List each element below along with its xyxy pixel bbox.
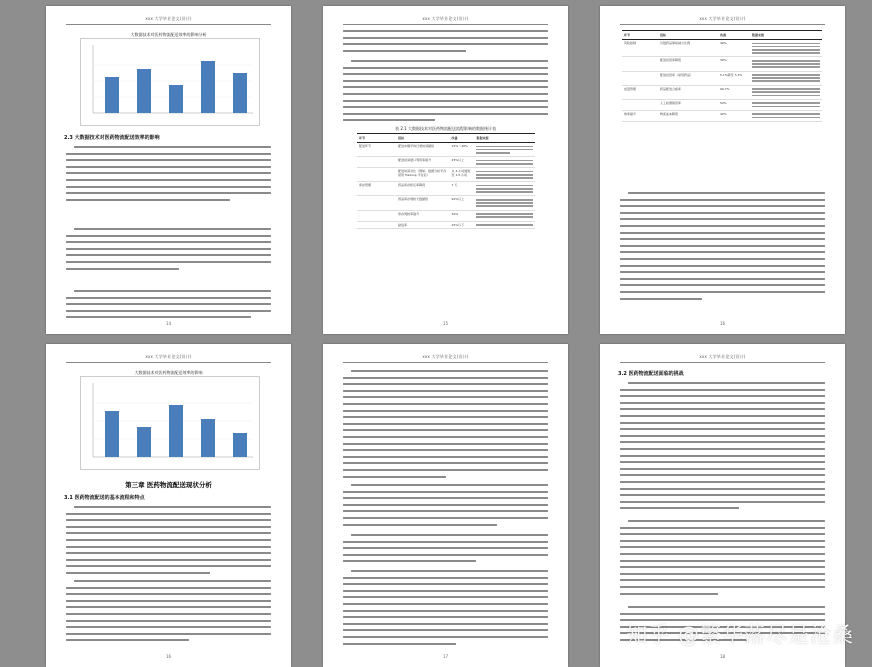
section-heading: 3.2 医药物流配送面临的挑战	[618, 371, 684, 377]
chart-bar	[169, 405, 183, 457]
table-cell	[622, 99, 658, 110]
table-header-cell: 改善	[450, 134, 475, 143]
table-cell	[474, 196, 535, 210]
table-cell: 缺货率	[396, 221, 449, 229]
document-page-2	[323, 6, 568, 334]
body-paragraph	[66, 580, 271, 646]
running-header: xxx 大学毕业论文(设计)	[422, 16, 469, 21]
table-cell	[474, 157, 535, 168]
chart-bar	[137, 69, 151, 113]
table-cell	[622, 57, 658, 71]
page-number: 18	[719, 654, 726, 659]
table-row	[622, 40, 822, 57]
section-heading: 3.1 医药物流配送的基本流程和特点	[64, 495, 145, 501]
table-cell: 25%以下	[450, 221, 475, 229]
header-rule	[343, 24, 548, 25]
bar-chart-figure	[80, 38, 260, 126]
table-cell	[622, 71, 658, 85]
document-page-5	[323, 344, 568, 667]
running-header: xxx 大学毕业论文(设计)	[145, 16, 192, 21]
document-page-4	[46, 344, 291, 667]
bar-chart-figure	[80, 376, 260, 470]
page-number: 17	[442, 654, 449, 659]
body-paragraph	[620, 192, 825, 304]
running-header: xxx 大学毕业论文(设计)	[699, 16, 746, 21]
table-cell: 7 天	[450, 182, 475, 196]
running-header: xxx 大学毕业论文(设计)	[145, 354, 192, 359]
table-row	[357, 157, 535, 168]
table-cell: 30%	[718, 57, 750, 71]
table-caption: 表 2.1 大数据技术对医药物流配送流程影响的数据统计表	[395, 126, 496, 131]
table-cell	[750, 71, 822, 85]
table-cell: 库存管理	[357, 182, 396, 196]
chart-caption: 大数据技术对医药物流配送效率的影响	[134, 370, 203, 375]
table-cell: 90%以上	[450, 196, 475, 210]
chart-bar	[105, 411, 119, 457]
body-paragraph	[343, 60, 548, 126]
table-row	[357, 168, 535, 182]
chart-bar	[201, 61, 215, 113]
table-cell	[750, 40, 822, 57]
table-cell: 质量管理	[622, 85, 658, 99]
table-cell	[474, 221, 535, 229]
table-cell: 配送车辆平均行驶时间缩短	[396, 143, 449, 157]
header-rule	[620, 362, 825, 363]
document-page-1	[46, 6, 291, 334]
page-number: 16	[719, 321, 726, 326]
table-cell: 效率提升	[622, 110, 658, 121]
header-rule	[66, 362, 271, 363]
body-paragraph	[66, 290, 271, 323]
header-rule	[66, 24, 271, 25]
table-cell	[357, 157, 396, 168]
table-row	[357, 196, 535, 210]
table-cell: 40%	[718, 110, 750, 121]
table-cell	[357, 221, 396, 229]
table-cell: 30%	[450, 210, 475, 221]
table-header-cell: 环节	[622, 31, 658, 40]
table-cell: 人工检测错误率	[658, 99, 718, 110]
table-cell: 配送环节	[357, 143, 396, 157]
table-cell: 药品库存周转天数缩短	[396, 196, 449, 210]
body-paragraph	[620, 382, 825, 514]
table-header-row	[357, 134, 535, 143]
chart-bar	[105, 77, 119, 113]
table-cell	[750, 110, 822, 121]
table-cell: 配送延误率降低	[658, 57, 718, 71]
table-row	[622, 85, 822, 99]
table-cell: 配送时间对比（例如：数据分析平台使用 Hadoop 平台后）	[396, 168, 449, 182]
header-rule	[343, 362, 548, 363]
table-row	[622, 71, 822, 85]
table-header-row	[622, 31, 822, 40]
chart-bar	[201, 419, 215, 457]
table-cell: 风险控制	[622, 40, 658, 57]
table-cell: 库存周转率提升	[396, 210, 449, 221]
watermark-text: 知乎 @繁华落尽是沧桑	[626, 623, 854, 647]
table-row	[622, 99, 822, 110]
table-cell	[357, 168, 396, 182]
body-paragraph	[620, 520, 825, 599]
table-cell	[750, 85, 822, 99]
table-cell	[357, 196, 396, 210]
table-cell	[474, 168, 535, 182]
table-cell: 配送延误率（常用药品）	[658, 71, 718, 85]
body-paragraph	[343, 484, 548, 530]
table-cell	[357, 210, 396, 221]
table-cell: 99.7%	[718, 85, 750, 99]
page-number: 16	[165, 654, 172, 659]
document-page-3	[600, 6, 845, 334]
chart-bar	[137, 427, 151, 457]
body-paragraph	[343, 30, 548, 56]
table-cell: 物流成本降低	[658, 110, 718, 121]
table-cell: 50%	[718, 99, 750, 110]
chart-caption: 大数据技术对医药物流配送效率的影响分析	[130, 32, 207, 37]
body-paragraph	[343, 370, 548, 482]
table-row	[622, 110, 822, 121]
page-number: 14	[165, 321, 172, 326]
table-cell: 配送时间窗口利用率提升	[396, 157, 449, 168]
body-paragraph	[66, 506, 271, 579]
table-cell: 药品配送合格率	[658, 85, 718, 99]
chapter-heading: 第三章 医药物流配送现状分析	[125, 481, 212, 489]
table-cell	[474, 143, 535, 157]
page-number: 15	[442, 321, 449, 326]
table-cell: 15%～20%	[450, 143, 475, 157]
table-header-cell: 指标	[658, 31, 718, 40]
table-row	[622, 57, 822, 71]
data-table-continued	[622, 30, 822, 122]
table-header-cell: 数据来源	[750, 31, 822, 40]
body-paragraph	[343, 534, 548, 567]
body-paragraph	[66, 228, 271, 274]
table-cell	[474, 210, 535, 221]
running-header: xxx 大学毕业论文(设计)	[422, 354, 469, 359]
data-table	[357, 133, 535, 229]
table-row	[357, 210, 535, 221]
table-cell: 从 4 小时缩短至 1.5 小时	[450, 168, 475, 182]
header-rule	[620, 24, 825, 25]
table-cell	[750, 99, 822, 110]
chart-bar	[233, 73, 247, 113]
table-row	[357, 143, 535, 157]
table-header-cell: 数据来源	[474, 134, 535, 143]
section-heading: 2.3 大数据技术对医药物流配送效率的影响	[64, 135, 160, 141]
table-header-cell: 改善	[718, 31, 750, 40]
table-cell: 5.1%降至 3.3%	[718, 71, 750, 85]
body-paragraph	[66, 146, 271, 205]
table-cell	[750, 57, 822, 71]
table-cell: 药品库存积压率降低	[396, 182, 449, 196]
table-row	[357, 221, 535, 229]
table-cell: 40%	[718, 40, 750, 57]
chart-bar	[233, 433, 247, 457]
table-header-cell: 环节	[357, 134, 396, 143]
running-header: xxx 大学毕业论文(设计)	[699, 354, 746, 359]
chart-bar	[169, 85, 183, 113]
table-cell	[474, 182, 535, 196]
table-cell: 冷链药品事故减少比例	[658, 40, 718, 57]
table-header-cell: 指标	[396, 134, 449, 143]
table-cell: 25%以上	[450, 157, 475, 168]
table-row	[357, 182, 535, 196]
body-paragraph	[343, 570, 548, 649]
